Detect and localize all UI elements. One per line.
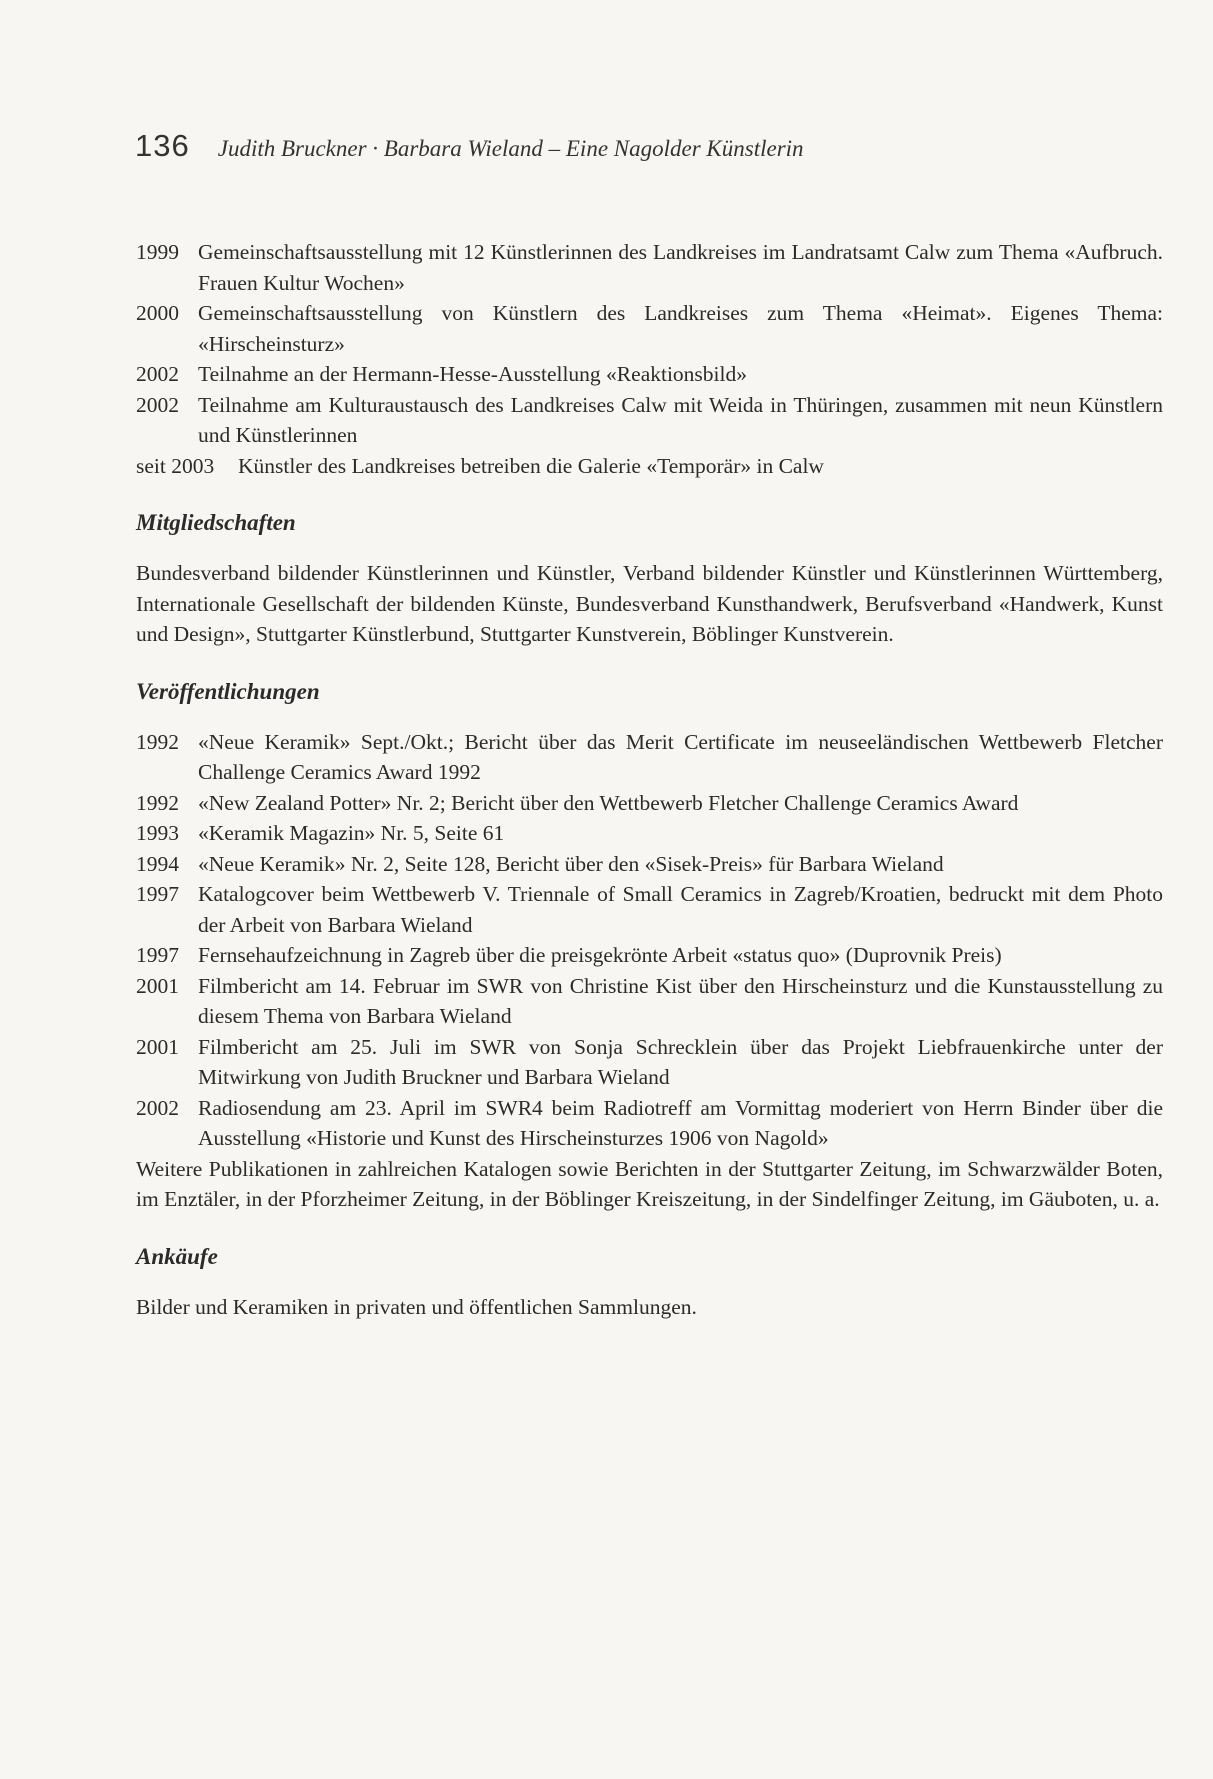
- publication-entry: [136, 849, 1163, 880]
- publication-entry: [136, 1093, 1163, 1154]
- publication-entry: [136, 818, 1163, 849]
- exhibition-entry: [136, 359, 1163, 390]
- entry-text: Teilnahme am Kulturaustausch des Landkreises Calw mit Weida in Thüringen, zusammen mit neun Künstlern und Künstlerinnen: [198, 392, 1163, 447]
- entry-year: 2000: [136, 301, 179, 325]
- running-title: Judith Bruckner · Barbara Wieland – Eine Nagolder Künstlerin: [217, 136, 804, 161]
- publication-entry: [136, 727, 1163, 788]
- exhibition-entry: [136, 451, 1163, 482]
- entry-year: 1992: [136, 790, 179, 815]
- entry-year: 1994: [136, 851, 179, 876]
- publication-entry: [136, 940, 1163, 971]
- entry-year: 2002: [136, 392, 179, 417]
- entry-text: Teilnahme an der Hermann-Hesse-Ausstellung «Reaktionsbild»: [198, 362, 747, 386]
- entry-text: «Neue Keramik» Nr. 2, Seite 128, Bericht über den «Sisek-Preis» für Barbara Wieland: [198, 851, 944, 876]
- entry-text: Gemeinschaftsausstellung mit 12 Künstlerinnen des Landkreises im Landratsamt Calw zum Thema «Aufbruch. Frauen Kultur Wochen»: [198, 240, 1163, 295]
- entry-year: 2002: [136, 1095, 179, 1120]
- entry-year: seit 2003: [136, 453, 215, 478]
- section-heading-mitgliedschaften: Mitgliedschaften: [136, 510, 296, 535]
- entry-year: 1992: [136, 729, 179, 754]
- entry-year: 1993: [136, 821, 179, 845]
- publication-entry: [136, 971, 1163, 1032]
- entry-year: 1997: [136, 882, 179, 906]
- entry-text: Radiosendung am 23. April im SWR4 beim Radiotreff am Vormittag moderiert von Herrn Binder über die Ausstellung «Historie und Kunst des Hirscheinsturzes 1906 von Nagold»: [198, 1095, 1163, 1150]
- entry-text: Katalogcover beim Wettbewerb V. Triennale of Small Ceramics in Zagreb/Kroatien, bedruckt mit dem Photo der Arbeit von Barbara Wieland: [198, 882, 1163, 937]
- entry-year: 1997: [136, 943, 179, 967]
- entry-text: Filmbericht am 25. Juli im SWR von Sonja Schrecklein über das Projekt Liebfrauenkirche unter der Mitwirkung von Judith Bruckner und Barbara Wieland: [198, 1034, 1163, 1089]
- publication-entry: [136, 788, 1163, 819]
- page-number: 136: [135, 128, 190, 163]
- section-heading-veroeffentlichungen: Veröffentlichungen: [136, 678, 320, 704]
- entry-text: Fernsehaufzeichnung in Zagreb über die preisgekrönte Arbeit «status quo» (Duprovnik Preis): [198, 943, 1002, 967]
- entry-text: Künstler des Landkreises betreiben die Galerie «Temporär» in Calw: [238, 453, 824, 478]
- entry-text: Filmbericht am 14. Februar im SWR von Christine Kist über den Hirscheinsturz und die Kunstausstellung zu diesem Thema von Barbara Wieland: [198, 973, 1163, 1028]
- exhibition-entry: [136, 298, 1163, 359]
- publication-entry: [136, 879, 1163, 940]
- entry-year: 2002: [136, 362, 179, 386]
- running-head: [135, 128, 804, 164]
- exhibition-entry: [136, 390, 1163, 451]
- entry-text: «Neue Keramik» Sept./Okt.; Bericht über das Merit Certificate im neuseeländischen Wettbewerb Fletcher Challenge Ceramics Award 1992: [198, 729, 1163, 784]
- section-heading-ankaeufe: Ankäufe: [136, 1243, 218, 1269]
- ankaeufe-text: Bilder und Keramiken in privaten und öffentlichen Sammlungen.: [136, 1294, 697, 1319]
- mitgliedschaften-text: Bundesverband bildender Künstlerinnen und Künstler, Verband bildender Künstler und Künstlerinnen Württemberg, Internationale Gesellschaft der bildenden Künste, Bundesverband Kunsthandwerk, Berufsverband «Handwerk, Kunst und Design», Stuttgarter Künstlerbund, Stuttgarter Kunstverein, Böblinger Kunstverein.: [136, 561, 1163, 646]
- page-content: [136, 237, 1163, 1322]
- entry-year: 2001: [136, 973, 179, 998]
- entry-text: «Keramik Magazin» Nr. 5, Seite 61: [198, 821, 505, 845]
- entry-year: 1999: [136, 240, 179, 264]
- publication-entry: [136, 1032, 1163, 1093]
- exhibition-entry: [136, 237, 1163, 298]
- entry-text: «New Zealand Potter» Nr. 2; Bericht über den Wettbewerb Fletcher Challenge Ceramics Award: [198, 790, 1019, 815]
- publications-closing-text: Weitere Publikationen in zahlreichen Katalogen sowie Berichten in der Stuttgarter Zeitung, im Schwarzwälder Boten, im Enztäler, in der Pforzheimer Zeitung, in der Böblinger Kreiszeitung, in der Sindelfinger Zeitung, im Gäuboten, u. a.: [136, 1156, 1163, 1211]
- entry-year: 2001: [136, 1034, 179, 1059]
- entry-text: Gemeinschaftsausstellung von Künstlern des Landkreises zum Thema «Heimat». Eigenes Thema: «Hirscheinsturz»: [198, 301, 1163, 356]
